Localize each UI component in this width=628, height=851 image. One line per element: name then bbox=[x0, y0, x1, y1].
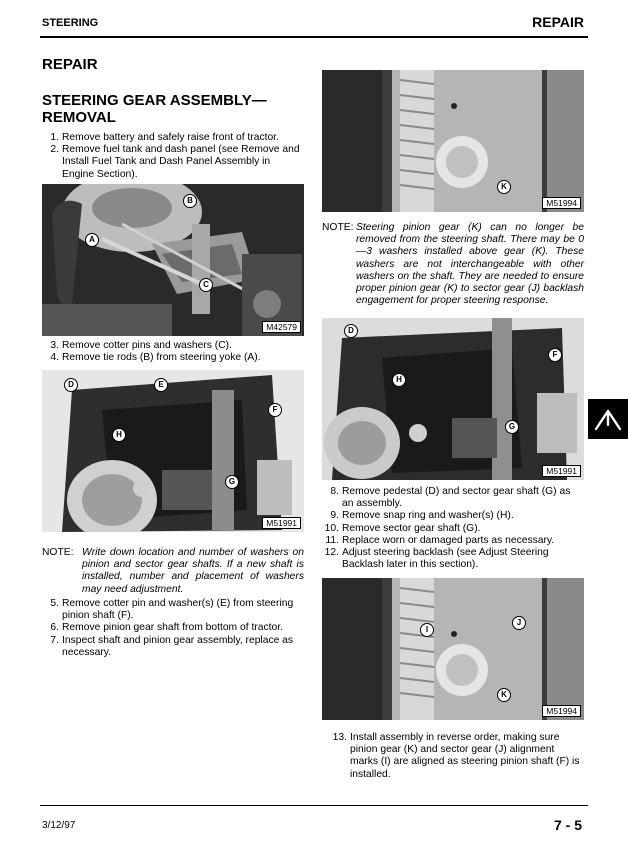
steps-5-7 bbox=[42, 598, 304, 659]
figure-code: M51991 bbox=[542, 465, 581, 477]
steps-1-2 bbox=[42, 132, 304, 181]
step-item: 9. Remove snap ring and washer(s) (H). bbox=[330, 510, 514, 522]
figure-pinion-gear-photo bbox=[322, 70, 584, 212]
callout-label: F bbox=[548, 348, 562, 362]
step-item: 2. Remove fuel tank and dash panel (see Remove and Install Fuel Tank and Dash Panel Assembly in Engine Section). bbox=[50, 144, 300, 180]
figure-code: M51994 bbox=[542, 197, 581, 209]
callout-label: A bbox=[85, 233, 99, 247]
figure-code: M42579 bbox=[262, 321, 301, 333]
callout-label: D bbox=[344, 324, 358, 338]
callout-label: I bbox=[420, 623, 434, 637]
note-washers: NOTE: Write down location and number of washers on pinion and sector gear shafts. If a new shaft is installed, number and placement of washers may need adjustment. bbox=[42, 547, 304, 595]
figure-pedestal-photo bbox=[42, 370, 304, 532]
callout-label: H bbox=[392, 373, 406, 387]
step-item: 5. Remove cotter pin and washer(s) (E) from steering pinion shaft (F). bbox=[50, 598, 294, 622]
callout-label: F bbox=[268, 403, 282, 417]
step-item: 12. Adjust steering backlash (see Adjust Steering Backlash later in this section). bbox=[324, 547, 549, 571]
running-header-section: REPAIR bbox=[532, 14, 584, 30]
step-item: 4. Remove tie rods (B) from steering yoke (A). bbox=[50, 352, 261, 364]
steps-3-4 bbox=[42, 340, 304, 364]
step-item: 6. Remove pinion gear shaft from bottom of tractor. bbox=[50, 622, 283, 634]
figure-code: M51994 bbox=[542, 705, 581, 717]
subsection-title: STEERING GEAR ASSEMBLY—REMOVAL bbox=[42, 92, 267, 126]
callout-label: B bbox=[183, 194, 197, 208]
callout-label: H bbox=[112, 428, 126, 442]
figure-sector-gear-photo bbox=[322, 318, 584, 480]
step-item: 1. Remove battery and safely raise front of tractor. bbox=[50, 132, 279, 143]
footer-date: 3/12/97 bbox=[42, 820, 76, 831]
callout-label: E bbox=[154, 378, 168, 392]
note-pinion-gear: NOTE: Steering pinion gear (K) can no longer be removed from the steering shaft. There may be 0—3 washers installed above gear (K). These washers are not interchangeable with other washers on the shaft. They are needed to ensure proper pinion gear (K) to sector gear (J) backlash engagement for proper steering response. bbox=[322, 222, 584, 307]
figure-code: M51991 bbox=[262, 517, 301, 529]
page-number: 7 - 5 bbox=[553, 817, 582, 833]
callout-label: K bbox=[497, 180, 511, 194]
step-item: 7. Inspect shaft and pinion gear assembly, replace as necessary. bbox=[50, 634, 294, 658]
callout-label: J bbox=[512, 616, 526, 630]
step-item: 11. Replace worn or damaged parts as necessary. bbox=[325, 534, 555, 546]
section-title: REPAIR bbox=[42, 56, 98, 73]
callout-label: D bbox=[64, 378, 78, 392]
step-item: 13. Install assembly in reverse order, making sure pinion gear (K) and sector gear (J) alignment marks (I) are aligned as steering pinion shaft (F) is installed. bbox=[332, 732, 580, 780]
figure-alignment-marks-photo bbox=[322, 578, 584, 720]
step-item: 10. Remove sector gear shaft (G). bbox=[324, 522, 481, 534]
callout-label: G bbox=[225, 475, 239, 489]
header-rule bbox=[40, 36, 588, 38]
callout-label: G bbox=[505, 420, 519, 434]
running-header-chapter: STEERING bbox=[42, 17, 99, 29]
callout-label: K bbox=[497, 688, 511, 702]
steps-8-12 bbox=[322, 486, 584, 571]
section-thumb-tab bbox=[588, 399, 628, 439]
footer-rule bbox=[40, 805, 588, 806]
step-item: 3. Remove cotter pins and washers (C). bbox=[50, 340, 232, 351]
figure-steering-yoke-photo bbox=[42, 184, 304, 336]
callout-label: C bbox=[199, 278, 213, 292]
step-item: 8. Remove pedestal (D) and sector gear shaft (G) as an assembly. bbox=[330, 486, 571, 510]
step-13 bbox=[322, 732, 584, 781]
